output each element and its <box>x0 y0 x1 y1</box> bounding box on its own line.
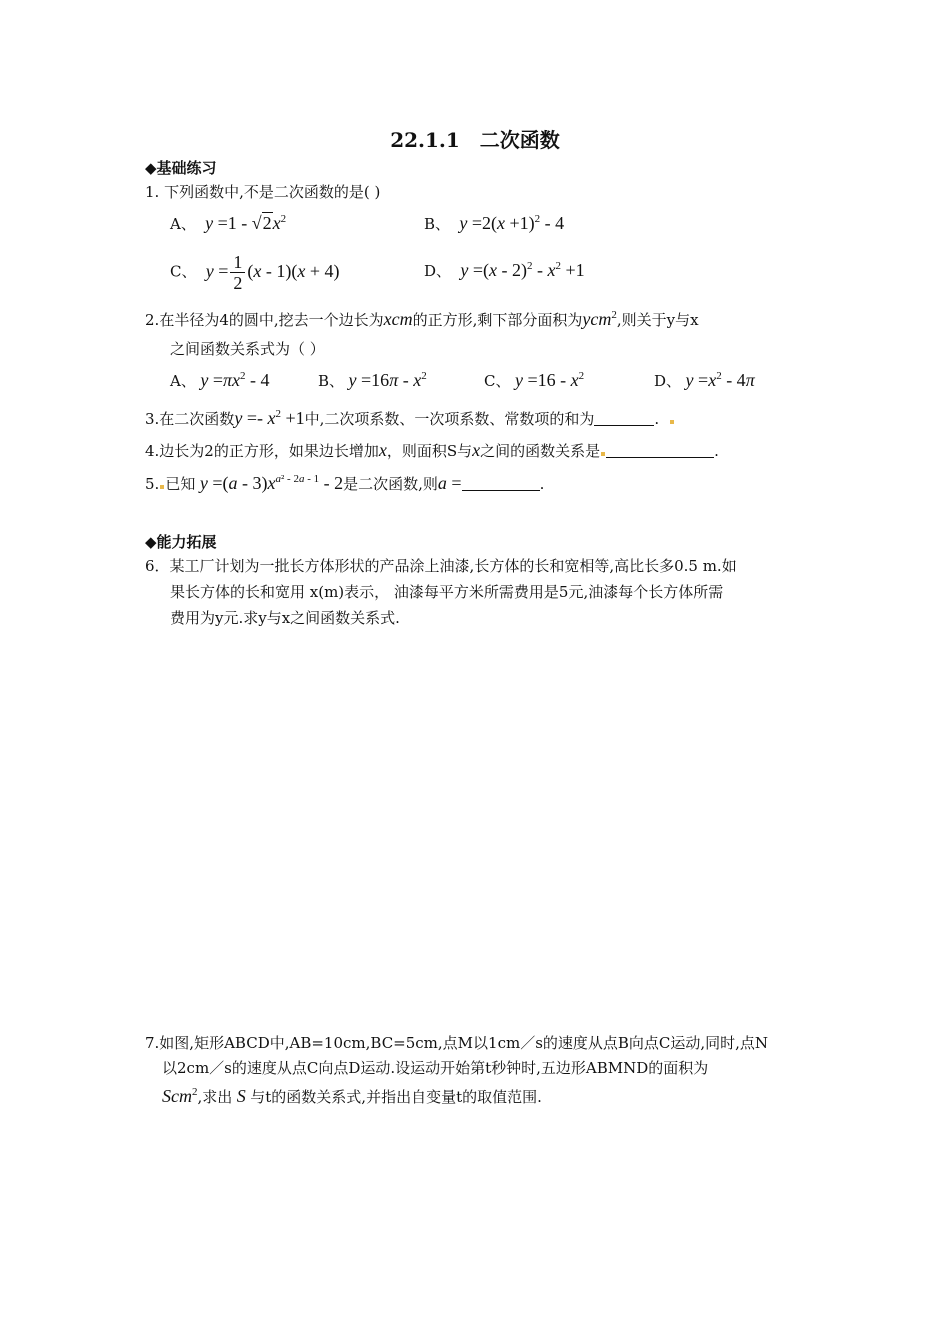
section-heading-extension: ◆能力拓展 <box>145 533 217 551</box>
q3-blank[interactable] <box>594 411 654 426</box>
q1-option-c-formula: y = $\frac{1}{2}$ (x - 1)(x + 4) <box>205 252 340 293</box>
q5-blank[interactable] <box>462 476 540 491</box>
q7-line2: 以2cm／s的速度从点C向点D运动.设运动开始第t秒钟时,五边形ABMND的面积为 <box>162 1059 709 1077</box>
q1-option-b-label: B、 <box>424 215 451 233</box>
q1-option-d-formula: $y =(x - 2)^2 - x^2 +1$ <box>460 260 585 280</box>
q2-ycm2: ycm$^2$ <box>582 309 617 329</box>
edit-mark <box>160 485 164 489</box>
q1-option-b-formula: $y =2(x +1)^2 - 4$ <box>459 213 565 233</box>
q7-line3: Scm$^2$,求出 S 与t的函数关系式,并指出自变量t的取值范围. <box>162 1086 542 1106</box>
q3: 3.在二次函数$y =- x^2 +1$中,二次项系数、一次项系数、常数项的和为 . <box>145 408 675 429</box>
q5-formula: $y =(a - 3)x^{a^2 - 2a - 1} - 2$ <box>199 473 344 493</box>
q6-line2: 果长方体的长和宽用 x(m)表示， 油漆每平方米所需费用是5元,油漆每个长方体所需 <box>170 583 724 601</box>
q1-option-a-label: A、 <box>170 215 196 233</box>
q2-option-b: B、 $y =16\pi - x^2$ <box>318 370 427 390</box>
q6-line1: 6．某工厂计划为一批长方体形状的产品涂上油漆,长方体的长和宽相等,高比长多0.5 m.如 <box>145 557 737 575</box>
q1-option-b <box>424 213 564 234</box>
q6-line3: 费用为y元.求y与x之间函数关系式. <box>170 609 400 627</box>
q3-formula: $y =- x^2 +1$ <box>234 408 305 428</box>
q2-xcm: xcm <box>383 309 413 329</box>
q4-blank[interactable] <box>606 443 714 458</box>
q1-option-d <box>424 260 585 281</box>
q2-option-c: C、 $y =16 - x^2$ <box>484 370 585 390</box>
q2-number: 2. <box>145 311 160 329</box>
page-title: 22.1.1 二次函数 <box>390 128 560 152</box>
q2-option-d: D、 $y =x^2 - 4\pi$ <box>654 370 755 390</box>
q7-line1: 7.如图,矩形ABCD中,AB=10cm,BC=5cm,点M以1cm／s的速度从点B向点C运动,同时,点N <box>145 1034 769 1052</box>
q2-line2: 之间函数关系式为（ ） <box>170 340 325 358</box>
q2-option-a: A、 $y =\pi x^2 - 4$ <box>170 370 270 390</box>
edit-mark <box>670 420 674 424</box>
edit-mark <box>601 452 605 456</box>
q5: 5. 已知 $y =(a - 3)x^{a^2 - 2a - 1} - 2$是二次函数,则a = . <box>145 473 545 493</box>
q4: 4.边长为2的正方形，如果边长增加x，则面积S与x之间的函数关系是 . <box>145 440 719 460</box>
q1-option-a-formula: $y =1 - √2x^2$ <box>205 213 287 233</box>
q2-line1: 2.在半径为4的圆中,挖去一个边长为xcm的正方形,剩下部分面积为ycm$^2$,则关于y与x <box>145 309 699 329</box>
q1-option-a <box>170 213 286 234</box>
section-heading-basic: ◆基础练习 <box>145 159 217 177</box>
q1-option-d-label: D、 <box>424 262 452 280</box>
q1-stem: 1. 下列函数中,不是二次函数的是( ) <box>145 183 381 201</box>
q1-option-c <box>170 252 340 293</box>
q1-option-c-label: C、 <box>170 262 197 281</box>
